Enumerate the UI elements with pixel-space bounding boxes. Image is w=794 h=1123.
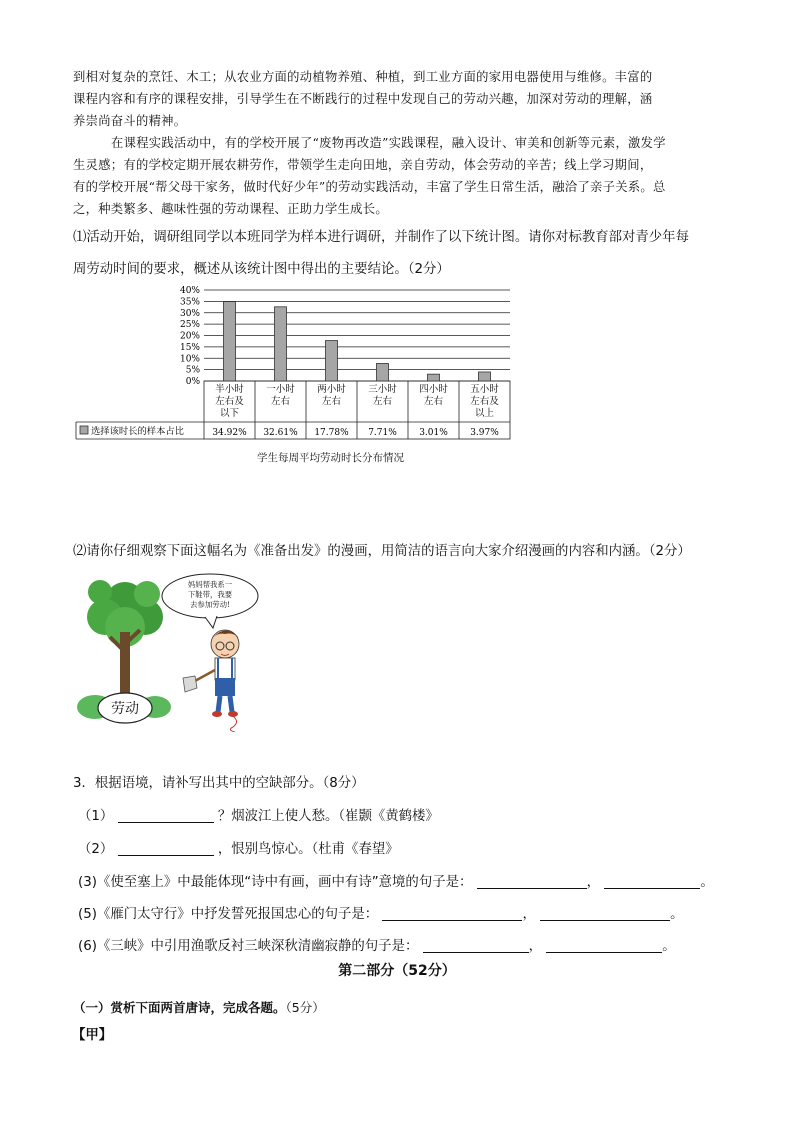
- text-line: 有的学校开展“帮父母干家务，做时代好少年”的劳动实践活动，丰富了学生日常生活，融洽了亲子关系。总: [73, 180, 666, 194]
- trunk-label: 劳动: [111, 701, 139, 717]
- fill-item-3: [78, 871, 714, 890]
- item-number: （1）: [78, 809, 114, 824]
- bar: [377, 363, 389, 381]
- data-value-label: 34.92%: [212, 428, 247, 438]
- item-number: (3): [78, 875, 97, 890]
- category-label: 左右: [423, 396, 444, 407]
- category-label: 五小时: [470, 384, 499, 395]
- fill-item-1: [78, 805, 439, 824]
- y-tick-label: 5%: [185, 365, 200, 376]
- y-tick-label: 40%: [179, 286, 200, 296]
- legend: [80, 425, 184, 437]
- data-value-label: 7.71%: [368, 428, 397, 438]
- question-1: [73, 222, 733, 286]
- category-label: 左右: [372, 396, 393, 407]
- intro-paragraph-1: [73, 66, 723, 132]
- y-tick-label: 0%: [185, 377, 200, 387]
- bar: [224, 302, 236, 381]
- text-line: 到相对复杂的烹饪、木工；从农业方面的动植物养殖、种植，到工业方面的家用电器使用与维修。丰富的: [73, 70, 653, 84]
- item-separator: ，: [522, 907, 536, 922]
- part-2-sub-score: （5分）: [285, 1000, 325, 1015]
- chart-caption: 学生每周平均劳动时长分布情况: [257, 452, 404, 464]
- text-line: 课程内容和有序的课程安排，引导学生在不断践行的过程中发现自己的劳动兴趣，加深对劳动的理解，涵: [73, 92, 653, 106]
- item-text: 《使至塞上》中最能体现“诗中有画，画中有诗”意境的句子是：: [96, 875, 473, 890]
- bar: [275, 307, 287, 381]
- bubble-line-1: 妈妈帮我系一: [187, 580, 233, 589]
- data-value-label: 3.97%: [470, 428, 499, 438]
- category-label: 四小时: [419, 384, 448, 395]
- answer-blank[interactable]: [546, 938, 662, 953]
- fill-item-5: [78, 903, 683, 922]
- category-label: 半小时: [215, 384, 244, 395]
- item-number: (6): [78, 939, 97, 954]
- category-label: 左右: [270, 396, 291, 407]
- question-1-line-1: ⑴活动开始，调研组同学以本班同学为样本进行调研，并制作了以下统计图。请你对标教育部对青少年每: [73, 230, 689, 245]
- y-tick-label: 15%: [179, 342, 200, 353]
- legend-label: 选择该时长的样本占比: [91, 426, 184, 437]
- shovel-icon: [183, 670, 215, 692]
- data-value-label: 3.01%: [419, 428, 448, 438]
- answer-blank[interactable]: [118, 808, 214, 823]
- answer-blank[interactable]: [382, 906, 522, 921]
- bar: [479, 372, 491, 381]
- part-2-sub-text: （一）赏析下面两首唐诗，完成各题。: [73, 1000, 286, 1015]
- item-text: 《雁门太守行》中抒发誓死报国忠心的句子是：: [96, 907, 379, 922]
- item-end: 。: [700, 875, 714, 890]
- category-label: 左右及: [470, 396, 499, 407]
- y-tick-label: 30%: [179, 308, 200, 319]
- y-tick-label: 25%: [179, 320, 200, 331]
- answer-blank[interactable]: [540, 906, 670, 921]
- bar: [428, 374, 440, 381]
- data-value-label: 17.78%: [314, 428, 349, 438]
- bar: [326, 341, 338, 381]
- item-number: （2）: [78, 842, 114, 857]
- item-separator: ，: [586, 875, 601, 890]
- item-end: 。: [670, 907, 684, 922]
- fill-item-6: [78, 935, 676, 954]
- legend-swatch: [80, 426, 88, 434]
- cartoon-illustration: [75, 572, 275, 732]
- answer-blank[interactable]: [423, 938, 529, 953]
- bubble-line-2: 下鞋带，我要: [187, 590, 233, 599]
- category-label: 左右: [321, 396, 342, 407]
- part-2-title: 第二部分（52分）: [338, 963, 456, 979]
- y-tick-label: 10%: [179, 354, 200, 365]
- answer-blank[interactable]: [118, 841, 214, 856]
- item-text: ，恨别鸟惊心。（杜甫《春望》: [217, 842, 399, 857]
- boy-icon: [211, 630, 239, 732]
- speech-bubble: [162, 574, 258, 628]
- fill-item-2: [78, 838, 399, 857]
- category-label: 以下: [219, 408, 240, 419]
- category-label: 两小时: [317, 384, 346, 395]
- item-number: (5): [78, 907, 97, 922]
- bubble-line-3: 去参加劳动!: [190, 600, 230, 609]
- poem-jia-label: 【甲】: [72, 1028, 113, 1043]
- y-tick-label: 20%: [179, 331, 200, 342]
- category-label: 左右及: [215, 396, 244, 407]
- item-text: ？烟波江上使人愁。（崔颢《黄鹤楼》: [217, 809, 439, 824]
- y-tick-label: 35%: [179, 297, 200, 308]
- intro-paragraph-2: [73, 132, 723, 220]
- text-line: 在课程实践活动中，有的学校开展了“废物再改造”实践课程，融入设计、审美和创新等元素，激发学: [111, 136, 666, 150]
- question-3-title: 3．根据语境，请补写出其中的空缺部分。（8分）: [73, 776, 365, 791]
- text-line: 之，种类繁多、趣味性强的劳动课程、正助力学生成长。: [73, 202, 388, 216]
- category-label: 三小时: [368, 384, 397, 395]
- answer-blank[interactable]: [604, 874, 700, 889]
- text-line: 养崇尚奋斗的精神。: [73, 114, 187, 128]
- item-end: 。: [662, 939, 676, 954]
- text-line: 生灵感；有的学校定期开展农耕劳作，带领学生走向田地，亲自劳动，体会劳动的辛苦；线上学习期间，: [73, 158, 653, 172]
- answer-blank[interactable]: [477, 874, 587, 889]
- question-2: ⑵请你仔细观察下面这幅名为《准备出发》的漫画，用简洁的语言向大家介绍漫画的内容和内涵。（2分）: [73, 544, 691, 559]
- item-separator: ，: [528, 939, 542, 954]
- question-1-line-2: 周劳动时间的要求，概述从该统计图中得出的主要结论。（2分）: [73, 262, 450, 277]
- data-value-label: 32.61%: [263, 428, 298, 438]
- category-label: 一小时: [266, 384, 295, 395]
- category-label: 以上: [474, 408, 495, 419]
- bar-chart-svg: [74, 282, 520, 442]
- part-2-subheading: [73, 998, 325, 1016]
- item-text: 《三峡》中引用渔歌反衬三峡深秋清幽寂静的句子是：: [96, 939, 419, 954]
- bar-chart: [74, 282, 520, 446]
